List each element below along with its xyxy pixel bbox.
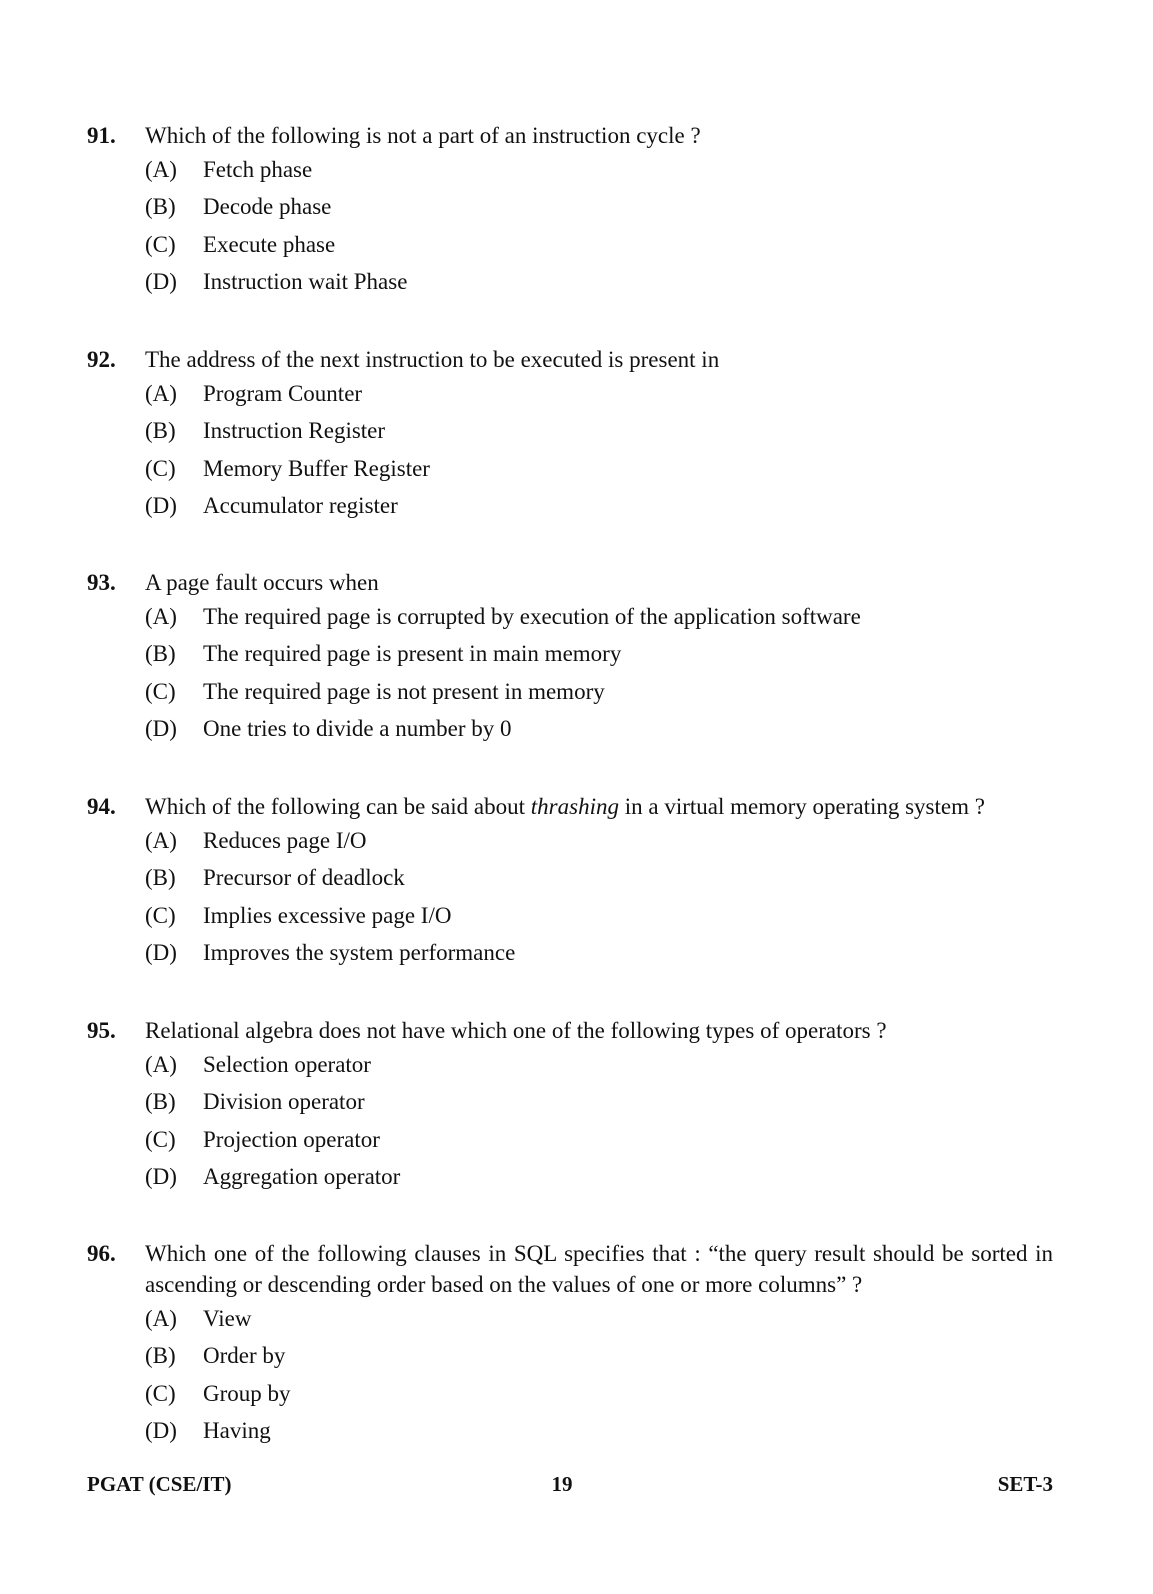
option-label: (D) — [145, 1417, 177, 1443]
option-text: Instruction wait Phase — [203, 268, 408, 294]
option-b[interactable] — [145, 859, 1053, 896]
question-text: A page fault occurs when — [145, 570, 379, 595]
option-b[interactable] — [145, 1083, 1053, 1120]
option-label: (C) — [145, 231, 176, 257]
option-label: (A) — [145, 1306, 177, 1331]
option-text: Improves the system performance — [203, 939, 516, 965]
option-d[interactable] — [145, 710, 1053, 747]
question-text — [145, 791, 1053, 822]
option-a[interactable] — [145, 822, 1053, 859]
option-d[interactable] — [145, 934, 1053, 971]
option-label: (D) — [145, 939, 177, 965]
question-number: 93. — [87, 570, 116, 595]
option-label: (A) — [145, 157, 177, 182]
option-list — [145, 375, 1053, 524]
question-stem — [87, 791, 1053, 822]
option-d[interactable] — [145, 1412, 1053, 1449]
option-text: One tries to divide a number by 0 — [203, 715, 512, 741]
option-text: Projection operator — [203, 1126, 380, 1152]
question-95 — [87, 1015, 1053, 1195]
option-list — [145, 1300, 1053, 1449]
option-label: (C) — [145, 902, 176, 928]
option-label: (C) — [145, 455, 176, 481]
question-text-italic: thrashing — [530, 794, 619, 819]
option-list — [145, 1046, 1053, 1195]
exam-code: PGAT (CSE/IT) — [87, 1472, 232, 1496]
question-number: 91. — [87, 123, 116, 148]
option-label: (A) — [145, 604, 177, 629]
option-text: Division operator — [203, 1089, 365, 1115]
option-text: Program Counter — [203, 381, 363, 406]
option-d[interactable] — [145, 487, 1053, 524]
option-b[interactable] — [145, 188, 1053, 225]
set-label: SET-3 — [997, 1472, 1053, 1496]
option-b[interactable] — [145, 635, 1053, 672]
question-number: 95. — [87, 1018, 116, 1043]
option-label: (B) — [145, 865, 176, 891]
option-list — [145, 822, 1053, 971]
option-text: Order by — [203, 1343, 286, 1369]
question-text: Relational algebra does not have which one of the following types of operators ? — [145, 1018, 887, 1043]
option-text: Aggregation operator — [203, 1163, 401, 1189]
option-label: (B) — [145, 1343, 176, 1369]
option-label: (A) — [145, 381, 177, 406]
question-stem — [87, 1238, 1053, 1300]
option-label: (C) — [145, 1126, 176, 1152]
question-92 — [87, 344, 1053, 524]
option-label: (D) — [145, 492, 177, 518]
option-a[interactable] — [145, 1046, 1053, 1083]
option-b[interactable] — [145, 1337, 1053, 1374]
option-text: View — [203, 1306, 252, 1331]
question-stem — [87, 344, 1053, 375]
option-label: (D) — [145, 268, 177, 294]
option-text: Implies excessive page I/O — [203, 902, 452, 928]
option-text: Accumulator register — [203, 492, 398, 518]
option-label: (C) — [145, 678, 176, 704]
option-list — [145, 598, 1053, 747]
option-c[interactable] — [145, 897, 1053, 934]
option-a[interactable] — [145, 151, 1053, 188]
option-text: Fetch phase — [203, 157, 313, 182]
option-b[interactable] — [145, 412, 1053, 449]
question-93 — [87, 567, 1053, 747]
question-text-after: in a virtual memory operating system ? — [618, 794, 985, 819]
option-a[interactable] — [145, 598, 1053, 635]
option-text: Having — [203, 1417, 271, 1443]
option-label: (B) — [145, 1089, 176, 1115]
page-number: 19 — [551, 1472, 573, 1496]
option-c[interactable] — [145, 673, 1053, 710]
question-96 — [87, 1238, 1053, 1449]
option-list — [145, 151, 1053, 300]
option-label: (B) — [145, 641, 176, 667]
option-c[interactable] — [145, 450, 1053, 487]
option-label: (C) — [145, 1380, 176, 1406]
question-stem — [87, 1015, 1053, 1046]
option-c[interactable] — [145, 226, 1053, 263]
question-text-before: Which of the following can be said about — [145, 794, 531, 819]
option-text: The required page is not present in memory — [203, 678, 605, 704]
question-text: Which of the following is not a part of an instruction cycle ? — [145, 123, 701, 148]
option-c[interactable] — [145, 1121, 1053, 1158]
option-d[interactable] — [145, 263, 1053, 300]
question-number: 94. — [87, 794, 116, 819]
question-text: Which one of the following clauses in SQL specifies that : “the query result should be sorted in ascending or descending order based on the values of one or more columns” ? — [145, 1241, 1053, 1297]
option-label: (A) — [145, 1052, 177, 1077]
option-c[interactable] — [145, 1375, 1053, 1412]
option-text: Precursor of deadlock — [203, 865, 405, 891]
question-number: 96. — [87, 1241, 116, 1266]
option-text: Decode phase — [203, 194, 332, 220]
option-text: The required page is present in main memory — [203, 641, 622, 667]
option-d[interactable] — [145, 1158, 1053, 1195]
option-text: Memory Buffer Register — [203, 455, 430, 481]
question-text: The address of the next instruction to be executed is present in — [145, 347, 720, 372]
option-text: Reduces page I/O — [203, 828, 367, 853]
option-label: (B) — [145, 418, 176, 444]
option-label: (A) — [145, 828, 177, 853]
question-stem — [87, 120, 1053, 151]
option-text: Group by — [203, 1380, 291, 1406]
option-label: (B) — [145, 194, 176, 220]
option-text: The required page is corrupted by execution of the application software — [203, 604, 861, 629]
option-a[interactable] — [145, 375, 1053, 412]
option-label: (D) — [145, 715, 177, 741]
option-label: (D) — [145, 1163, 177, 1189]
question-stem — [87, 567, 1053, 598]
option-text: Selection operator — [203, 1052, 371, 1077]
option-a[interactable] — [145, 1300, 1053, 1337]
question-94 — [87, 791, 1053, 971]
question-91 — [87, 120, 1053, 300]
option-text: Execute phase — [203, 231, 336, 257]
option-text: Instruction Register — [203, 418, 386, 444]
question-number: 92. — [87, 347, 116, 372]
